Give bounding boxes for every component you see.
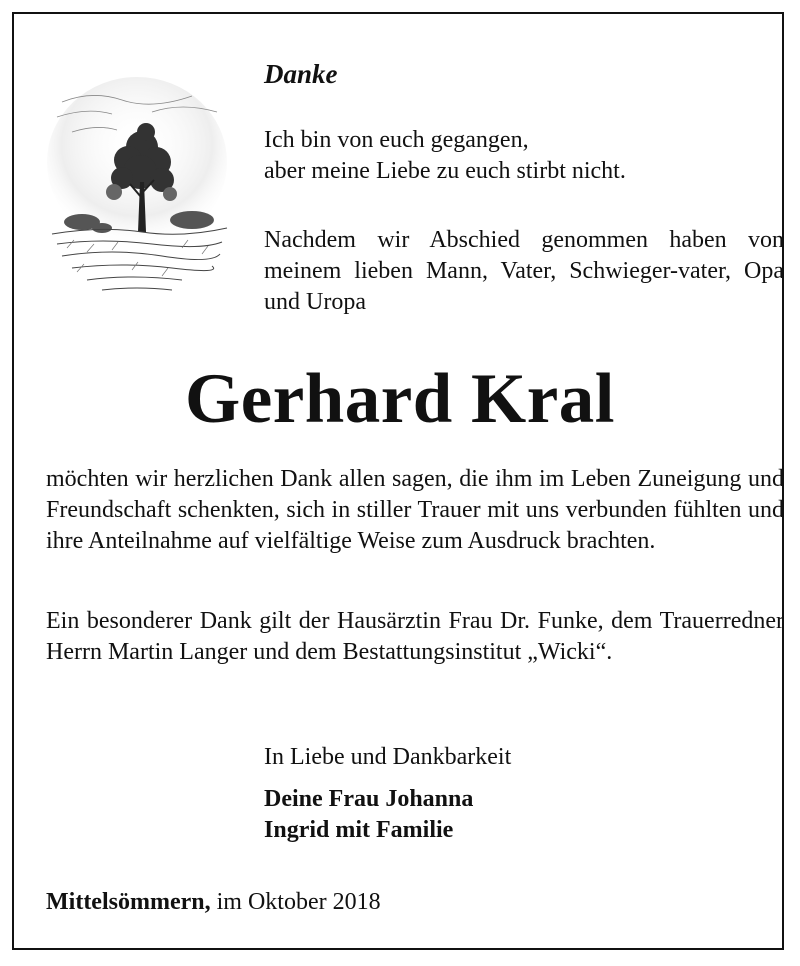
intro-paragraph: Nachdem wir Abschied genommen haben von meinem lieben Mann, Vater, Schwieger-vater, Opa und Uropa [264, 227, 784, 315]
deceased-name: Gerhard Kral [185, 360, 615, 438]
place-name: Mittelsömmern, [46, 889, 211, 915]
closing-phrase: In Liebe und Dankbarkeit [264, 744, 512, 770]
special-thanks-paragraph: Ein besonderer Dank gilt der Hausärztin Frau Dr. Funke, dem Trauerredner Herrn Martin Langer und dem Bestattungsinstitut „Wicki“. [46, 608, 784, 665]
place-date-line [46, 887, 381, 918]
thanks-heading: Danke [264, 59, 338, 89]
tree-landscape-illustration [42, 72, 232, 302]
signer-name: Ingrid mit Familie [264, 817, 454, 843]
date-text: im Oktober 2018 [210, 889, 381, 915]
poem-text [264, 125, 784, 187]
thanks-paragraph: möchten wir herzlichen Dank allen sagen, die ihm im Leben Zuneigung und Freundschaft schenkten, sich in stiller Trauer mit uns verbunden fühlten und ihre Anteilnahme auf vielfältige Weise zum Ausdruck brachten. [46, 466, 784, 554]
signer-name: Deine Frau Johanna [264, 786, 474, 812]
signers-block [264, 784, 473, 846]
poem-line: Ich bin von euch gegangen, aber meine Liebe zu euch stirbt nicht. [264, 127, 626, 184]
